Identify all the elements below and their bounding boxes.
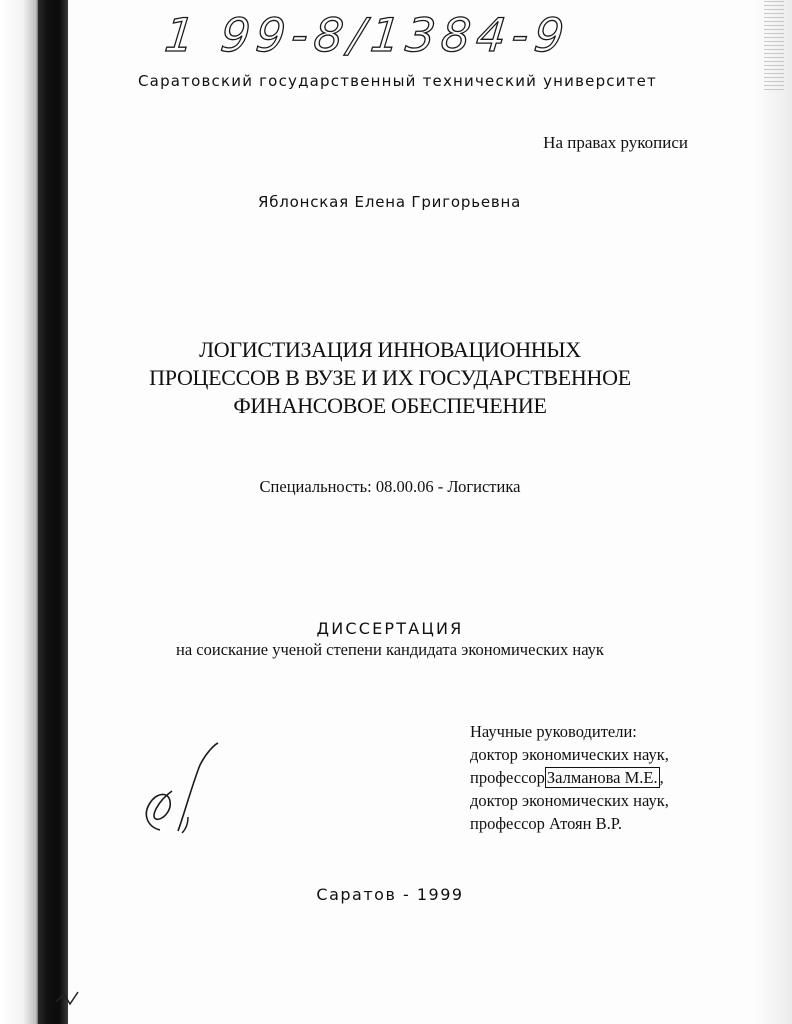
title-line: ПРОЦЕССОВ В ВУЗЕ И ИХ ГОСУДАРСТВЕННОЕ bbox=[149, 365, 631, 390]
specialty: Специальность: 08.00.06 - Логистика bbox=[259, 477, 521, 496]
thesis-title bbox=[90, 336, 690, 420]
scan-binding-shadow bbox=[38, 0, 68, 1024]
title-line: ЛОГИСТИЗАЦИЯ ИННОВАЦИОННЫХ bbox=[199, 337, 581, 362]
supervisor-1-title: профессор bbox=[470, 768, 545, 787]
supervisors-heading: Научные руководители: bbox=[470, 722, 637, 741]
handwritten-signature bbox=[128, 735, 228, 845]
author-name: Яблонская Елена Григорьевна bbox=[258, 193, 522, 211]
supervisors-block bbox=[470, 720, 669, 835]
city-year: Саратов - 1999 bbox=[316, 885, 464, 904]
scan-noise bbox=[764, 0, 784, 90]
supervisor-1-degree: доктор экономических наук, bbox=[470, 745, 669, 764]
document-type: ДИССЕРТАЦИЯ bbox=[316, 619, 464, 638]
title-line: ФИНАНСОВОЕ ОБЕСПЕЧЕНИЕ bbox=[233, 393, 547, 418]
degree-description: на соискание ученой степени кандидата экономических наук bbox=[176, 640, 604, 659]
supervisor-2: профессор Атоян В.Р. bbox=[470, 814, 622, 833]
supervisor-1 bbox=[470, 766, 669, 789]
handwritten-catalog-number: 1 99-8/1384-9 bbox=[162, 8, 573, 62]
scan-right-edge bbox=[732, 0, 792, 1024]
supervisor-1-name-boxed: Залманова М.Е. bbox=[546, 768, 658, 787]
rights-note: На правах рукописи bbox=[543, 133, 688, 152]
supervisor-2-degree: доктор экономических наук, bbox=[470, 791, 669, 810]
university-name: Саратовский государственный технический университет bbox=[138, 72, 657, 90]
scan-left-edge bbox=[0, 0, 38, 1024]
scan-mark bbox=[52, 988, 92, 1008]
supervisor-1-suffix: , bbox=[659, 768, 664, 787]
